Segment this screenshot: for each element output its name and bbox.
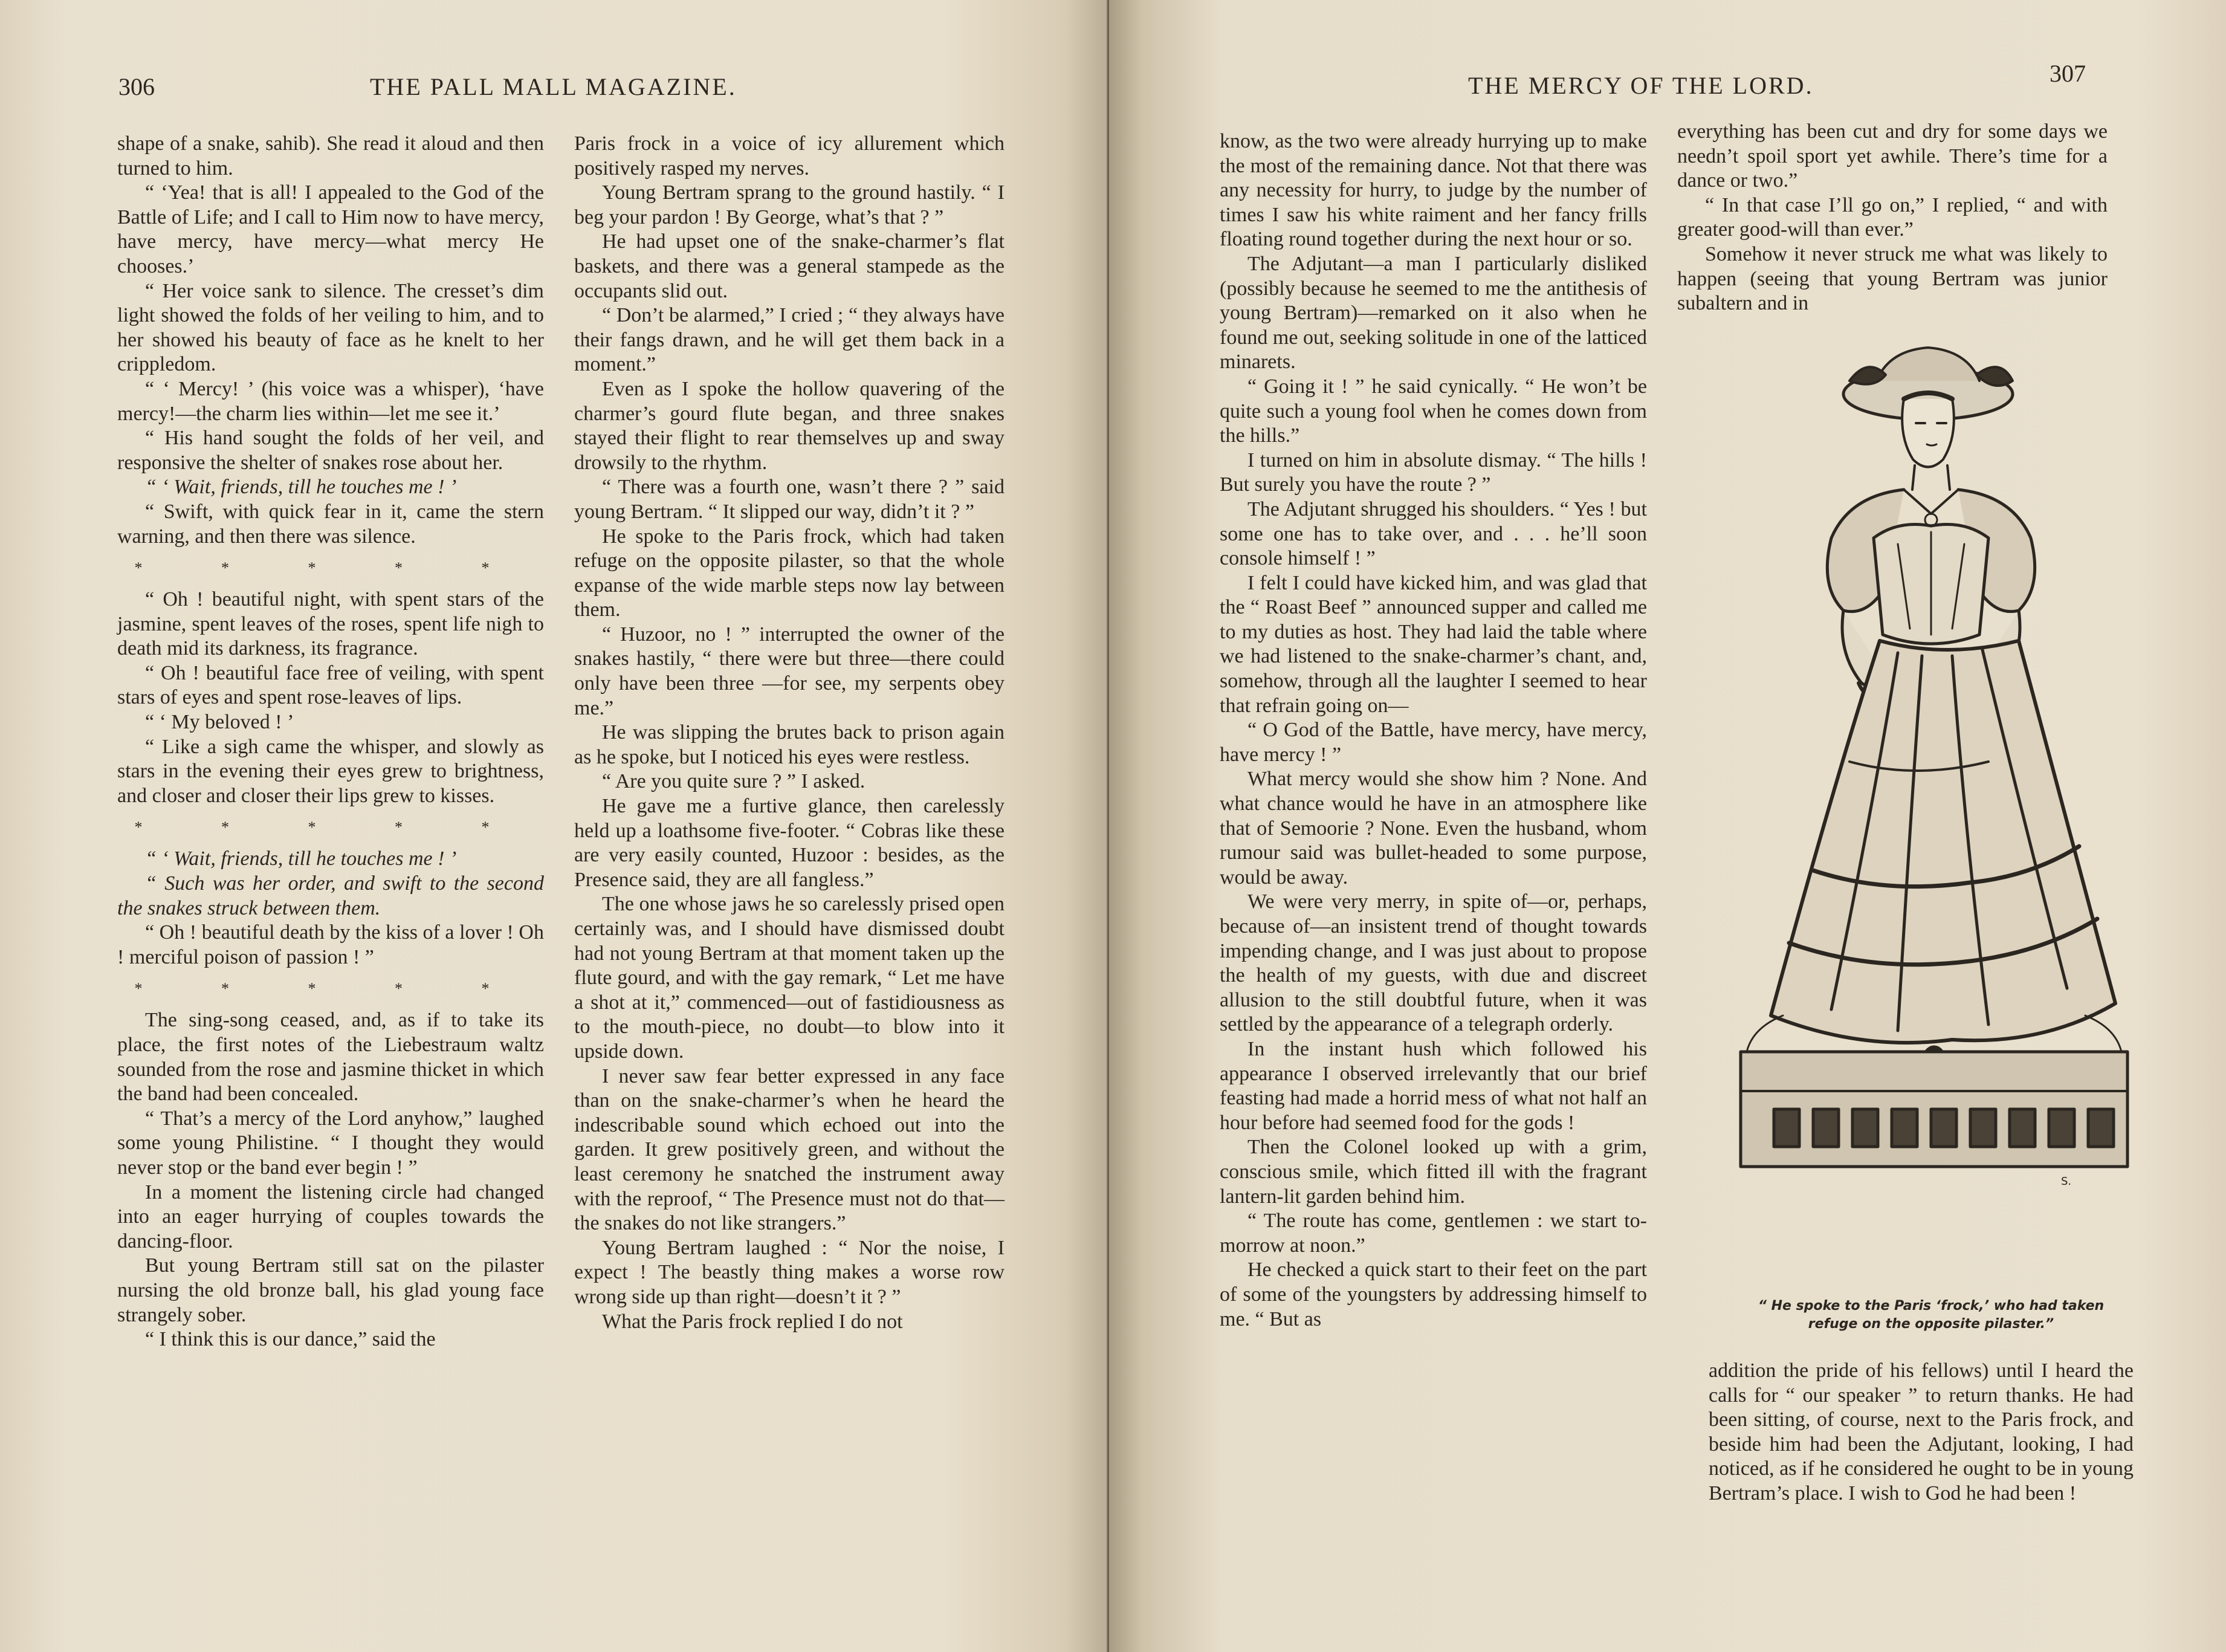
running-head-left: THE PALL MALL MAGAZINE. <box>370 73 737 100</box>
paragraph: He gave me a furtive glance, then carelessly held up a loathsome five-footer. “ Cobras like these are very easily counted, Huzoor : besides, as the Presence said, they are all fangless.” <box>574 795 1005 891</box>
paragraph: “ ‘Yea! that is all! I appealed to the God of the Battle of Life; and I call to Him now to have mercy, have mercy, have mercy—what mercy He chooses.’ <box>117 181 544 277</box>
paragraph: “ ‘ Wait, friends, till he touches me ! ’ <box>145 476 457 499</box>
page-number-left: 306 <box>118 73 155 100</box>
paragraph: He checked a quick start to their feet on the part of some of the youngsters by addressing himself to me. “ But as <box>1220 1258 1647 1330</box>
illustration-caption <box>1723 1297 2140 1333</box>
paragraph: But young Bertram still sat on the pilaster nursing the old bronze ball, his glad young face strangely sober. <box>117 1254 544 1326</box>
paragraph: “ Like a sigh came the whisper, and slowly as stars in the evening their eyes grew to brightness, and closer and closer their lips grew to kisses. <box>117 735 544 807</box>
left-column-1 <box>117 132 544 1352</box>
paragraph: addition the pride of his fellows) until I heard the calls for “ our speaker ” to return thanks. He had been sitting, of course, next to the Paris frock, and beside him had been the Adjutant, looking, I had noticed, as if he considered he ought to be in young Bertram’s place. I wish to God he had been ! <box>1709 1359 2134 1505</box>
page-number-right: 307 <box>2050 60 2086 87</box>
paragraph: I never saw fear better expressed in any face than on the snake-charmer’s when he heard the indescribable sound which echoed out into the garden. It grew positively green, and without the least ceremony he snatched the instrument away with the reproof, “ The Presence must not do that—the snakes do not like strangers.” <box>574 1064 1005 1235</box>
paragraph: In the instant hush which followed his appearance I observed irrelevantly that our brief feasting had made a horrid mess of what not half an hour before had seemed food for the gods ! <box>1220 1037 1647 1134</box>
paragraph: We were very merry, in spite of—or, perhaps, because of—an insistent trend of thought towards impending change, and I was just about to propose the health of my guests, with due and discreet allusion to the still doubtful future, when it was settled by the appearance of a telegraph orderly. <box>1220 890 1647 1036</box>
paragraph: “ There was a fourth one, wasn’t there ? ” said young Bertram. “ It slipped our way, didn’t it ? ” <box>574 476 1005 523</box>
paragraph: shape of a snake, sahib). She read it aloud and then turned to him. <box>117 132 544 180</box>
paragraph: “ ‘ Wait, friends, till he touches me ! ’ <box>145 847 457 870</box>
paragraph: “ I think this is our dance,” said the <box>145 1328 436 1351</box>
paragraph: “ That’s a mercy of the Lord anyhow,” laughed some young Philistine. “ I thought they would never stop or the band ever begin ! ” <box>117 1107 544 1179</box>
right-column-1 <box>1220 129 1647 1332</box>
paragraph: I turned on him in absolute dismay. “ The hills ! But surely you have the route ? ” <box>1220 449 1647 496</box>
woman-on-pilaster-illustration <box>1723 338 2140 1191</box>
paragraph: “ Swift, with quick fear in it, came the stern warning, and then there was silence. <box>117 500 544 548</box>
paragraph: “ Such was her order, and swift to the second the snakes struck between them. <box>117 872 544 919</box>
paragraph: “ Her voice sank to silence. The cresset’s dim light showed the folds of her veiling to him, and to her showed his beauty of face as he knelt to her crippledom. <box>117 279 544 376</box>
paragraph: Young Bertram sprang to the ground hastily. “ I beg your pardon ! By George, what’s that ? ” <box>574 181 1005 228</box>
paragraph: “ O God of the Battle, have mercy, have mercy, have mercy ! ” <box>1220 719 1647 766</box>
paragraph: “ His hand sought the folds of her veil, and responsive the shelter of snakes rose about her. <box>117 427 544 474</box>
paragraph: “ Huzoor, no ! ” interrupted the owner of the snakes hastily, “ there were but three—there could only have been three —for see, my serpents obey me.” <box>574 623 1005 719</box>
right-column-2-top <box>1677 120 2108 316</box>
paragraph: Even as I spoke the hollow quavering of the charmer’s gourd flute began, and three snakes stayed their flight to rear themselves up and sway drowsily to the rhythm. <box>574 377 1005 474</box>
paragraph: In a moment the listening circle had changed into an eager hurrying of couples towards the dancing-floor. <box>117 1181 544 1252</box>
running-head-right: THE MERCY OF THE LORD. <box>1468 72 1814 99</box>
section-break-stars: * * * * * <box>134 980 527 998</box>
paragraph: “ Oh ! beautiful face free of veiling, with spent stars of eyes and spent rose-leaves of lips. <box>117 661 544 709</box>
paragraph: “ The route has come, gentlemen : we start to-morrow at noon.” <box>1220 1210 1647 1257</box>
paragraph: The one whose jaws he so carelessly prised open certainly was, and I should have dismissed doubt had not young Bertram at that moment taken up the flute gourd, and with the gay remark, “ Let me have a shot at it,” commenced—out of fastidiousness as to the mouth-piece, no doubt—to blow into it upside down. <box>574 893 1005 1063</box>
paragraph: “ Are you quite sure ? ” I asked. <box>602 770 865 793</box>
paragraph: “ Oh ! beautiful night, with spent stars of the jasmine, spent leaves of the roses, spent life nigh to death mid its darkness, its fragrance. <box>117 588 544 660</box>
caption-line-1: “ He spoke to the Paris ‘frock,’ who had taken <box>1758 1298 2105 1314</box>
paragraph: I felt I could have kicked him, and was glad that the “ Roast Beef ” announced supper and called me to my duties as host. They had laid the table where we had listened to the snake-charmer’s chant, and, somehow, through all the laughter I seemed to hear that refrain going on— <box>1220 571 1647 717</box>
section-break-stars: * * * * * <box>134 559 527 577</box>
paragraph: The Adjutant—a man I particularly disliked (possibly because he seemed to me the antithesis of young Bertram)—remarked on it also when he found me out, seeking solitude in one of the latticed minarets. <box>1220 252 1647 374</box>
paragraph: know, as the two were already hurrying up to make the most of the remaining dance. Not that there was any necessity for hurry, to judge by the number of times I saw his white raiment and her fancy frills floating round together during the next hour or so. <box>1220 130 1647 251</box>
paragraph: He was slipping the brutes back to prison again as he spoke, but I noticed his eyes were restless. <box>574 721 1005 768</box>
paragraph: “ Going it ! ” he said cynically. “ He won’t be quite such a young fool when he comes down from the hills.” <box>1220 375 1647 447</box>
paragraph: He had upset one of the snake-charmer’s flat baskets, and there was a general stampede as the occupants slid out. <box>574 230 1005 302</box>
paragraph: Then the Colonel looked up with a grim, conscious smile, which fitted ill with the fragrant lantern-lit garden behind him. <box>1220 1136 1647 1208</box>
paragraph: He spoke to the Paris frock, which had taken refuge on the opposite pilaster, so that the whole expanse of the wide marble steps now lay between them. <box>574 525 1005 621</box>
right-column-2-bottom <box>1709 1359 2134 1506</box>
paragraph: “ ‘ Mercy! ’ (his voice was a whisper), ‘have mercy!—the charm lies within—let me see it.’ <box>117 377 544 425</box>
paragraph: What the Paris frock replied I do not <box>602 1310 903 1333</box>
paragraph: “ In that case I’ll go on,” I replied, “ and with greater good-will than ever.” <box>1677 193 2108 241</box>
paragraph: Paris frock in a voice of icy allurement which positively rasped my nerves. <box>574 132 1005 180</box>
paragraph: What mercy would she show him ? None. And what chance would he have in an atmosphere like that of Semoorie ? None. Even the husband, whom rumour said was bullet-headed to some purpose, would be away. <box>1220 768 1647 889</box>
paragraph: Young Bertram laughed : “ Nor the noise, I expect ! The beastly thing makes a worse row wrong side up than right—doesn’t it ? ” <box>574 1236 1005 1308</box>
paragraph: “ ‘ My beloved ! ’ <box>145 711 294 734</box>
left-page <box>0 0 1109 1652</box>
section-break-stars: * * * * * <box>134 818 527 837</box>
paragraph: The Adjutant shrugged his shoulders. “ Yes ! but some one has to take over, and . . . he’ll soon console himself ! ” <box>1220 497 1647 570</box>
left-column-2 <box>574 132 1005 1334</box>
artist-signature: S. <box>2061 1175 2072 1188</box>
paragraph: “ Don’t be alarmed,” I cried ; “ they always have their fangs drawn, and he will get them back in a moment.” <box>574 304 1005 376</box>
paragraph: Somehow it never struck me what was likely to happen (seeing that young Bertram was junior subaltern and in <box>1677 242 2108 315</box>
paragraph: everything has been cut and dry for some days we needn’t spoil sport yet awhile. There’s time for a dance or two.” <box>1677 120 2108 192</box>
paragraph: “ Oh ! beautiful death by the kiss of a lover ! Oh ! merciful poison of passion ! ” <box>117 921 544 968</box>
paragraph: The sing-song ceased, and, as if to take its place, the first notes of the Liebestraum waltz sounded from the rose and jasmine thicket in which the band had been concealed. <box>117 1009 544 1106</box>
caption-line-2: refuge on the opposite pilaster.” <box>1808 1317 2054 1332</box>
